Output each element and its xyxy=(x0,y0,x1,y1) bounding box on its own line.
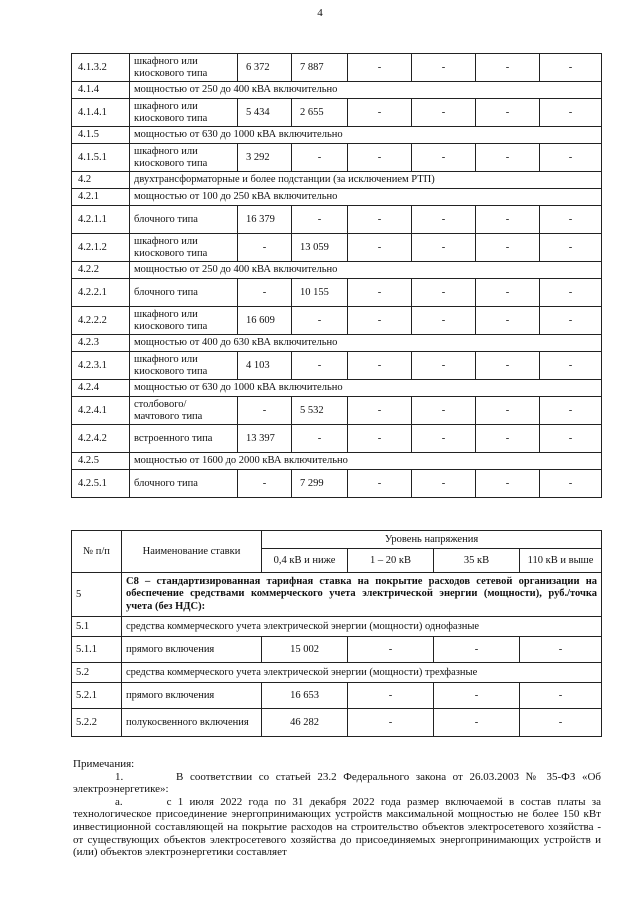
row-name: шкафного или киоскового типа xyxy=(130,307,238,335)
value-cell: 7 887 xyxy=(292,54,348,82)
row-name: блочного типа xyxy=(130,206,238,234)
value-cell: 13 059 xyxy=(292,234,348,262)
value-cell: - xyxy=(238,470,292,498)
row-number: 4.2.5 xyxy=(72,453,130,470)
table-row xyxy=(72,279,602,307)
value-cell: 5 434 xyxy=(238,99,292,127)
row-number: 5.2 xyxy=(72,663,122,683)
value-cell: 10 155 xyxy=(292,279,348,307)
value-cell: - xyxy=(476,206,540,234)
value-cell: - xyxy=(348,352,412,380)
value-cell: - xyxy=(540,144,602,172)
section-title: средства коммерческого учета электрической энергии (мощности) однофазные xyxy=(122,617,602,637)
header-num: № п/п xyxy=(72,531,122,573)
value-cell: - xyxy=(434,709,520,737)
value-cell: - xyxy=(520,683,602,709)
section-title: мощностью от 250 до 400 кВА включительно xyxy=(130,82,602,99)
value-cell: - xyxy=(540,425,602,453)
value-cell: - xyxy=(348,397,412,425)
table-row xyxy=(72,397,602,425)
value-cell: - xyxy=(348,234,412,262)
value-cell: 46 282 xyxy=(262,709,348,737)
row-number: 4.2.1.1 xyxy=(72,206,130,234)
table-row xyxy=(72,127,602,144)
value-cell: - xyxy=(476,234,540,262)
value-cell: - xyxy=(412,54,476,82)
row-number: 4.1.4 xyxy=(72,82,130,99)
table-row xyxy=(72,617,602,637)
notes-paragraph-a: а. с 1 июля 2022 года по 31 декабря 2022 года размер включаемой в состав платы за технологическое присоединение энергопринимающих устройств максимальной мощностью не более 150 кВт инвестиционной составляющей на покрытие расходов на строительство объектов электросетевого хозяйства - от существующих объектов электросетевого хозяйства до присоединяемых энергопринимающих устройств и (или) объектов электроэнергетики составляет xyxy=(73,795,601,859)
value-cell: - xyxy=(434,637,520,663)
section-title: мощностью от 400 до 630 кВА включительно xyxy=(130,335,602,352)
value-cell: 7 299 xyxy=(292,470,348,498)
table-row xyxy=(72,262,602,279)
table-row xyxy=(72,380,602,397)
table-row xyxy=(72,99,602,127)
section-title: мощностью от 250 до 400 кВА включительно xyxy=(130,262,602,279)
value-cell: - xyxy=(292,206,348,234)
row-name: шкафного или киоскового типа xyxy=(130,352,238,380)
value-cell: - xyxy=(348,279,412,307)
value-cell: - xyxy=(476,54,540,82)
header-level-35kv: 35 кВ xyxy=(434,549,520,573)
value-cell: - xyxy=(540,397,602,425)
header-voltage: Уровень напряжения xyxy=(262,531,602,549)
page-number: 4 xyxy=(317,7,323,19)
row-number: 4.2.4 xyxy=(72,380,130,397)
table-row xyxy=(72,637,602,663)
section-title: средства коммерческого учета электрической энергии (мощности) трехфазные xyxy=(122,663,602,683)
table-row xyxy=(72,144,602,172)
value-cell: 3 292 xyxy=(238,144,292,172)
value-cell: - xyxy=(540,279,602,307)
row-name: столбового/ мачтового типа xyxy=(130,397,238,425)
value-cell: - xyxy=(476,425,540,453)
value-cell: - xyxy=(412,234,476,262)
header-level-0-4kv: 0,4 кВ и ниже xyxy=(262,549,348,573)
value-cell: - xyxy=(476,397,540,425)
value-cell: - xyxy=(292,144,348,172)
value-cell: - xyxy=(348,637,434,663)
value-cell: - xyxy=(412,206,476,234)
table-row xyxy=(72,234,602,262)
value-cell: - xyxy=(348,470,412,498)
section-title: мощностью от 100 до 250 кВА включительно xyxy=(130,189,602,206)
table-row xyxy=(72,172,602,189)
value-cell: - xyxy=(348,425,412,453)
value-cell: - xyxy=(520,637,602,663)
row-number: 4.1.4.1 xyxy=(72,99,130,127)
value-cell: - xyxy=(412,425,476,453)
value-cell: - xyxy=(412,352,476,380)
notes xyxy=(73,758,601,859)
value-cell: - xyxy=(348,709,434,737)
value-cell: - xyxy=(540,54,602,82)
value-cell: - xyxy=(238,397,292,425)
table-row xyxy=(72,453,602,470)
row-number: 4.2.3.1 xyxy=(72,352,130,380)
value-cell: - xyxy=(292,352,348,380)
value-cell: 16 653 xyxy=(262,683,348,709)
value-cell: - xyxy=(476,279,540,307)
value-cell: - xyxy=(540,352,602,380)
value-cell: - xyxy=(292,425,348,453)
table-row xyxy=(72,425,602,453)
table-row xyxy=(72,470,602,498)
value-cell: - xyxy=(476,99,540,127)
section-title: двухтрансформаторные и более подстанции (за исключением РТП) xyxy=(130,172,602,189)
value-cell: - xyxy=(348,683,434,709)
value-cell: 2 655 xyxy=(292,99,348,127)
value-cell: 16 609 xyxy=(238,307,292,335)
table-row xyxy=(72,683,602,709)
value-cell: - xyxy=(412,307,476,335)
row-number: 4.2.2 xyxy=(72,262,130,279)
notes-paragraph-1: 1. В соответствии со статьей 23.2 Федерального закона от 26.03.2003 № 35-ФЗ «Об электроэнергетике»: xyxy=(73,770,601,796)
section-title: мощностью от 630 до 1000 кВА включительно xyxy=(130,127,602,144)
value-cell: - xyxy=(520,709,602,737)
row-name: блочного типа xyxy=(130,279,238,307)
row-number: 4.1.5.1 xyxy=(72,144,130,172)
row-number: 4.1.5 xyxy=(72,127,130,144)
value-cell: - xyxy=(476,470,540,498)
row-number: 5.2.2 xyxy=(72,709,122,737)
header-level-1-20kv: 1 – 20 кВ xyxy=(348,549,434,573)
table-row xyxy=(72,206,602,234)
value-cell: - xyxy=(540,470,602,498)
row-name: полукосвенного включения xyxy=(122,709,262,737)
row-name: прямого включения xyxy=(122,683,262,709)
value-cell: - xyxy=(540,99,602,127)
row-number: 4.2.4.2 xyxy=(72,425,130,453)
value-cell: - xyxy=(412,99,476,127)
row-number: 5.1 xyxy=(72,617,122,637)
table-row xyxy=(72,709,602,737)
value-cell: - xyxy=(476,307,540,335)
row-number: 5 xyxy=(72,573,122,617)
row-number: 4.2 xyxy=(72,172,130,189)
section-title: мощностью от 1600 до 2000 кВА включительно xyxy=(130,453,602,470)
value-cell: - xyxy=(238,234,292,262)
value-cell: - xyxy=(476,144,540,172)
table-row xyxy=(72,54,602,82)
table-row xyxy=(72,307,602,335)
value-cell: - xyxy=(348,307,412,335)
row-number: 4.2.5.1 xyxy=(72,470,130,498)
row-number: 4.2.4.1 xyxy=(72,397,130,425)
table-row xyxy=(72,663,602,683)
value-cell: - xyxy=(348,144,412,172)
value-cell: 13 397 xyxy=(238,425,292,453)
row-name: встроенного типа xyxy=(130,425,238,453)
value-cell: 4 103 xyxy=(238,352,292,380)
value-cell: - xyxy=(540,206,602,234)
value-cell: - xyxy=(540,307,602,335)
row-name: шкафного или киоскового типа xyxy=(130,144,238,172)
row-name: блочного типа xyxy=(130,470,238,498)
value-cell: 6 372 xyxy=(238,54,292,82)
row-number: 5.1.1 xyxy=(72,637,122,663)
tariff-table-metering xyxy=(71,530,602,737)
row-number: 4.2.3 xyxy=(72,335,130,352)
value-cell: 15 002 xyxy=(262,637,348,663)
value-cell: - xyxy=(412,470,476,498)
value-cell: - xyxy=(348,99,412,127)
value-cell: - xyxy=(412,279,476,307)
row-number: 5.2.1 xyxy=(72,683,122,709)
row-number: 4.2.2.1 xyxy=(72,279,130,307)
row-number: 4.2.1 xyxy=(72,189,130,206)
row-number: 4.2.1.2 xyxy=(72,234,130,262)
rate-c8-title: С8 – стандартизированная тарифная ставка на покрытие расходов сетевой организации на обеспечение средствами коммерческого учета электрической энергии (мощности), руб./точка учета (без НДС): xyxy=(122,573,602,617)
table-row xyxy=(72,82,602,99)
value-cell: - xyxy=(412,144,476,172)
value-cell: 16 379 xyxy=(238,206,292,234)
table-row xyxy=(72,573,602,617)
row-name: шкафного или киоскового типа xyxy=(130,54,238,82)
row-name: шкафного или киоскового типа xyxy=(130,234,238,262)
value-cell: - xyxy=(476,352,540,380)
row-number: 4.2.2.2 xyxy=(72,307,130,335)
value-cell: - xyxy=(412,397,476,425)
row-name: шкафного или киоскового типа xyxy=(130,99,238,127)
value-cell: - xyxy=(348,206,412,234)
value-cell: - xyxy=(434,683,520,709)
row-name: прямого включения xyxy=(122,637,262,663)
value-cell: - xyxy=(238,279,292,307)
row-number: 4.1.3.2 xyxy=(72,54,130,82)
header-name: Наименование ставки xyxy=(122,531,262,573)
value-cell: - xyxy=(540,234,602,262)
header-level-110kv: 110 кВ и выше xyxy=(520,549,602,573)
table-row xyxy=(72,189,602,206)
tariff-table-substations xyxy=(71,53,602,498)
table-row xyxy=(72,335,602,352)
table-row xyxy=(72,352,602,380)
notes-title: Примечания: xyxy=(73,758,135,770)
value-cell: - xyxy=(348,54,412,82)
value-cell: 5 532 xyxy=(292,397,348,425)
section-title: мощностью от 630 до 1000 кВА включительно xyxy=(130,380,602,397)
value-cell: - xyxy=(292,307,348,335)
